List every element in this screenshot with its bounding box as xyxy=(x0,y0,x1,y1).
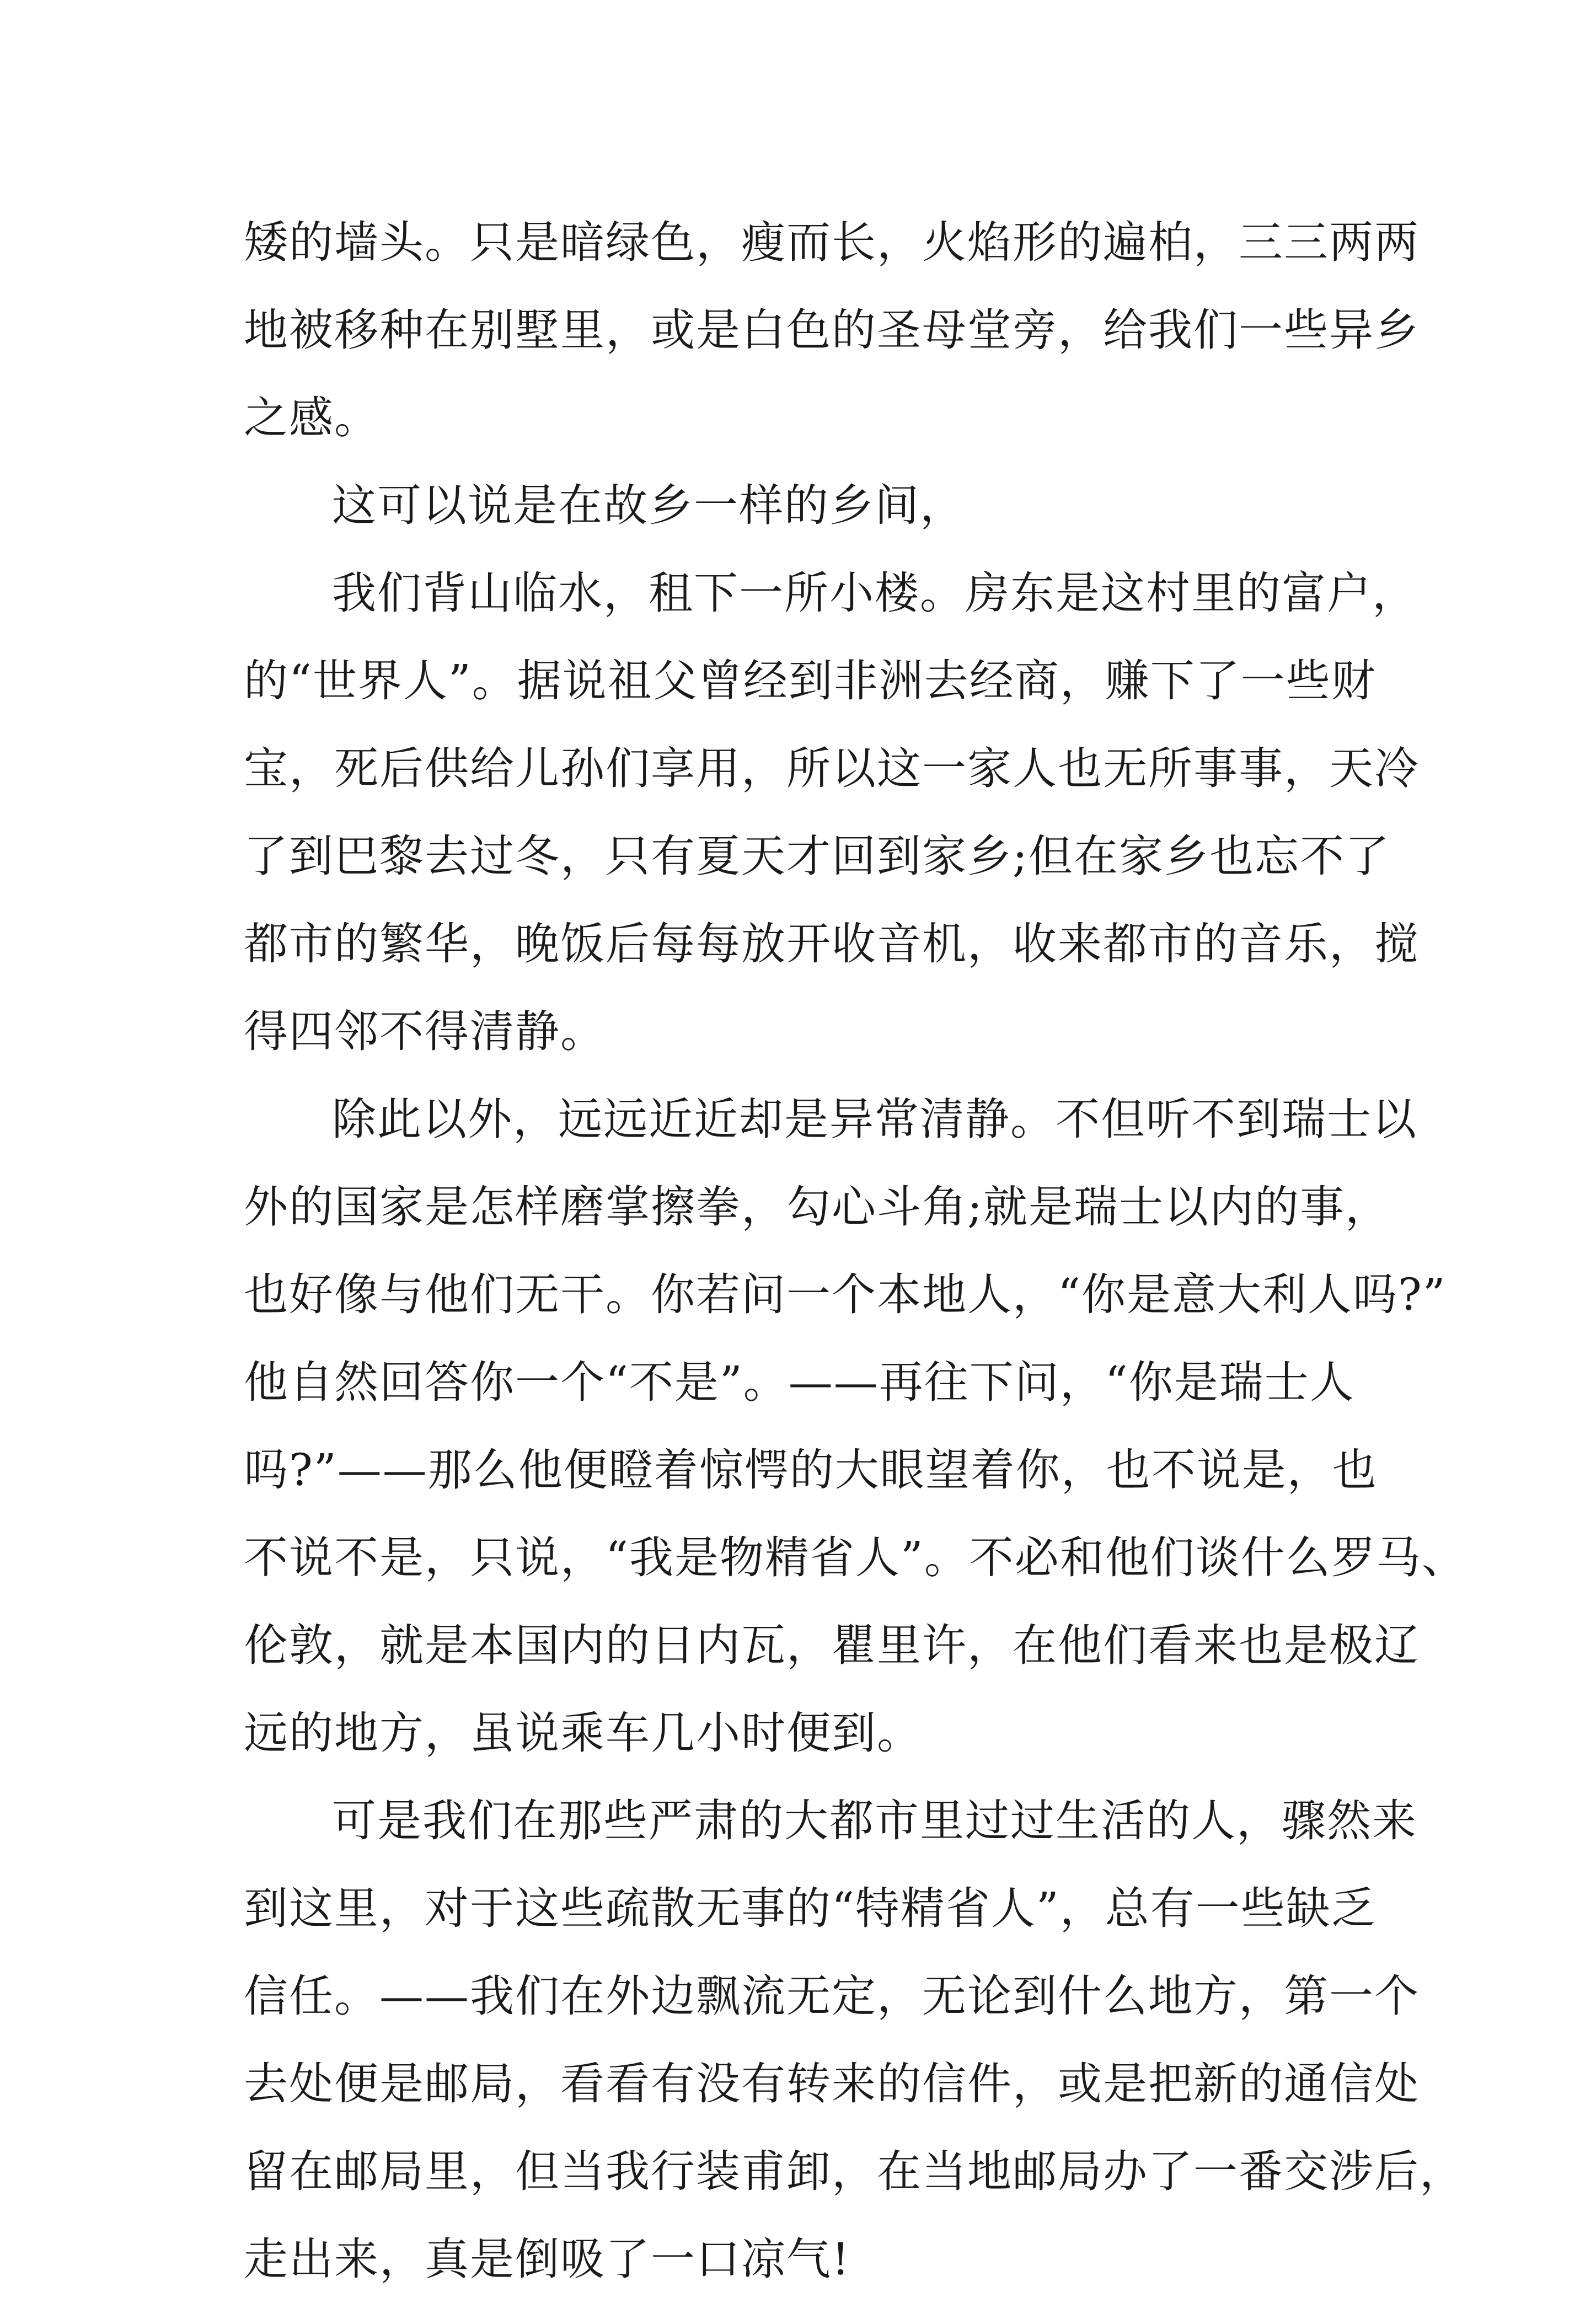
text-line: 信任。——我们在外边飘流无定，无论到什么地方，第一个 xyxy=(244,1970,1420,2022)
text-line: 不说不是，只说，“我是物精省人”。不必和他们谈什么罗马、 xyxy=(244,1532,1467,1583)
text-line: 吗?”——那么他便瞪着惊愕的大眼望着你，也不说是，也 xyxy=(244,1444,1378,1496)
text-line: 之感。 xyxy=(244,392,379,443)
text-line: 宝，死后供给儿孙们享用，所以这一家人也无所事事，天冷 xyxy=(244,743,1420,794)
text-line: 这可以说是在故乡一样的乡间， xyxy=(332,480,965,531)
text-line: 去处便是邮局，看看有没有转来的信件，或是把新的通信处 xyxy=(244,2058,1420,2109)
text-line: 都市的繁华，晚饭后每每放开收音机，收来都市的音乐，搅 xyxy=(244,918,1420,970)
text-line: 他自然回答你一个“不是”。——再往下问，“你是瑞士人 xyxy=(244,1357,1355,1408)
text-line: 可是我们在那些严肃的大都市里过过生活的人，骤然来 xyxy=(332,1795,1417,1846)
text-line: 矮的墙头。只是暗绿色，瘦而长，火焰形的遍柏，三三两两 xyxy=(244,217,1420,268)
text-line: 的“世界人”。据说祖父曾经到非洲去经商，赚下了一些财 xyxy=(244,655,1377,706)
text-line: 得四邻不得清静。 xyxy=(244,1006,606,1057)
text-line: 了到巴黎去过冬，只有夏天才回到家乡;但在家乡也忘不了 xyxy=(244,831,1390,882)
text-line: 到这里，对于这些疏散无事的“特精省人”，总有一些缺乏 xyxy=(244,1883,1377,1934)
text-line: 除此以外，远远近近却是异常清静。不但听不到瑞士以 xyxy=(332,1094,1417,1145)
text-line: 也好像与他们无干。你若问一个本地人，“你是意大利人吗?” xyxy=(244,1269,1447,1320)
body-text xyxy=(244,199,1467,2303)
text-line: 外的国家是怎样磨掌擦拳，勾心斗角;就是瑞士以内的事， xyxy=(244,1181,1390,1233)
text-line: 地被移种在别墅里，或是白色的圣母堂旁，给我们一些异乡 xyxy=(244,304,1420,356)
text-line: 走出来，真是倒吸了一口凉气! xyxy=(244,2234,851,2285)
text-line: 伦敦，就是本国内的日内瓦，瞿里许，在他们看来也是极辽 xyxy=(244,1620,1420,1671)
text-line: 留在邮局里，但当我行装甫卸，在当地邮局办了一番交涉后， xyxy=(244,2146,1465,2197)
text-line: 远的地方，虽说乘车几小时便到。 xyxy=(244,1707,922,1759)
text-line: 我们背山临水，租下一所小楼。房东是这村里的富户， xyxy=(332,567,1417,619)
